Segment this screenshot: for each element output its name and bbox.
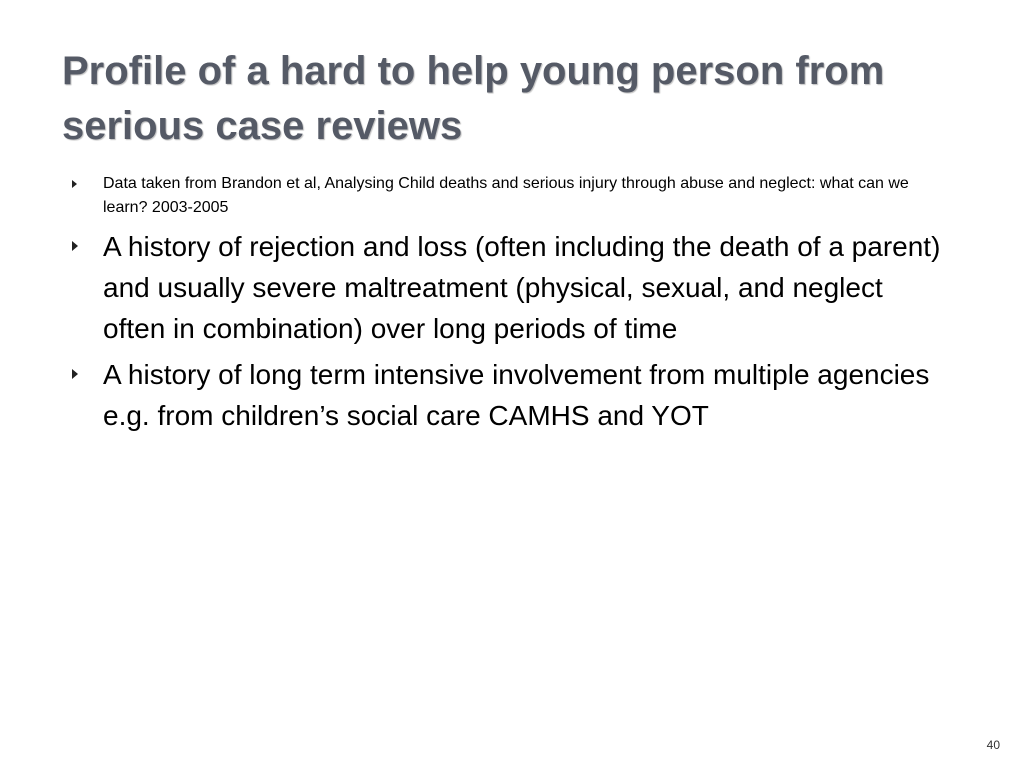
bullet-item-agency-involvement xyxy=(72,354,952,436)
bullet-item-source xyxy=(72,172,952,220)
triangle-right-icon xyxy=(72,180,77,188)
page-number: 40 xyxy=(986,738,1000,752)
bullet-text: A history of rejection and loss (often including the death of a parent) and usually severe maltreatment (physical, sexual, and neglect often in combination) over long periods of time xyxy=(103,231,941,344)
bullet-item-rejection-loss xyxy=(72,226,952,349)
triangle-right-icon xyxy=(72,369,78,379)
bullet-list xyxy=(72,172,952,441)
slide-title: Profile of a hard to help young person from serious case reviews xyxy=(62,49,885,148)
bullet-text: A history of long term intensive involvement from multiple agencies e.g. from children’s social care CAMHS and YOT xyxy=(103,359,930,431)
bullet-text: Data taken from Brandon et al, Analysing Child deaths and serious injury through abuse and neglect: what can we learn? 2003-2005 xyxy=(103,175,909,216)
triangle-right-icon xyxy=(72,241,78,251)
